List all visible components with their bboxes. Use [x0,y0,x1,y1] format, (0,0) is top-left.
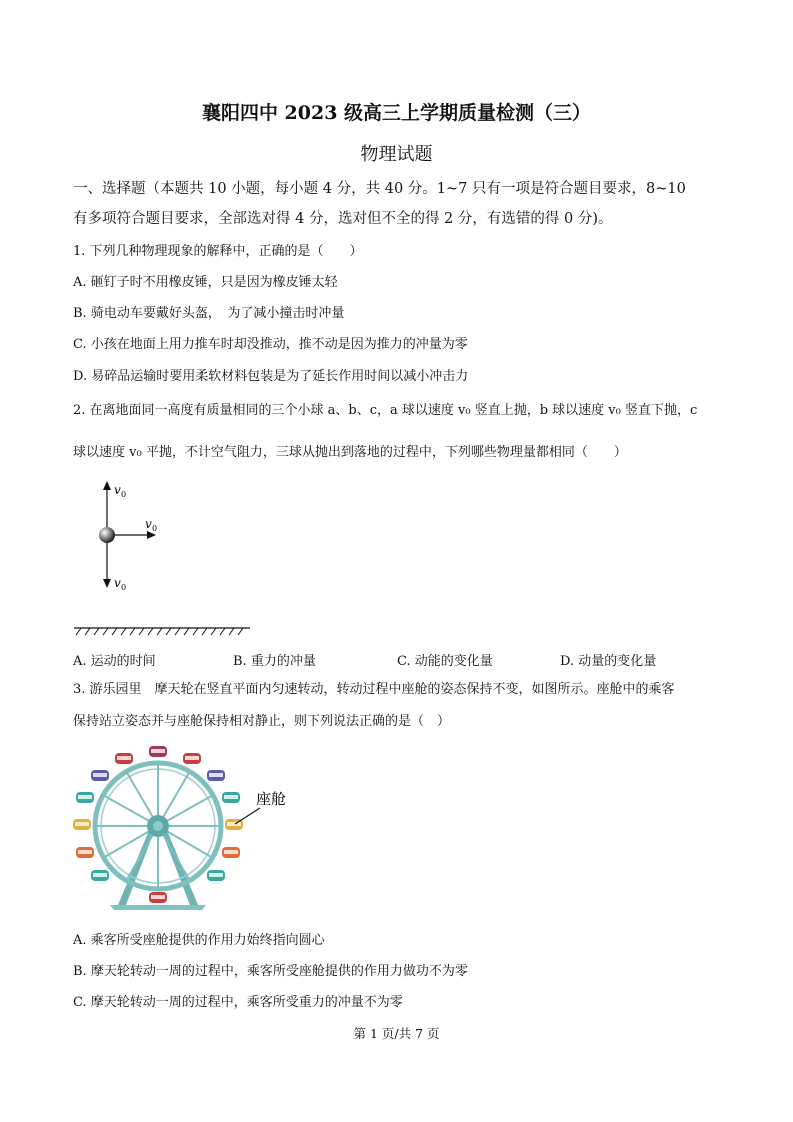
q1-option-a: A. 砸钉子时不用橡皮锤，只是因为橡皮锤太轻 [73,275,338,290]
label-v0-down-sub: 0 [121,583,127,592]
q2-stem-line2: 球以速度 v₀ 平抛，不计空气阻力，三球从抛出到落地的过程中，下列哪些物理量都相同（ ） [73,445,627,460]
q2-option-a: A. 运动的时间 [73,654,156,669]
label-v0-up: v [114,483,121,497]
exam-subtitle: 物理试题 [360,144,433,165]
label-v0-right: v [145,517,152,531]
ferris-wheel-figure [70,740,310,915]
q2-option-d: D. 动量的变化量 [560,654,657,669]
cabin-label: 座舱 [256,790,287,808]
label-v0-up-sub: 0 [121,490,127,499]
q3-option-a: A. 乘客所受座舱提供的作用力始终指向圆心 [73,933,325,948]
q1-option-d: D. 易碎品运输时要用柔软材料包装是为了延长作用时间以减小冲击力 [73,369,469,384]
q1-option-c: C. 小孩在地面上用力推车时却没推动，推不动是因为推力的冲量为零 [73,337,468,352]
label-v0-right-sub: 0 [152,524,158,533]
page-footer: 第 1 页/共 7 页 [353,1026,440,1041]
q1-option-b: B. 骑电动车要戴好头盔， 为了减小撞击时冲量 [73,306,345,321]
q1-stem: 1. 下列几种物理现象的解释中，正确的是（ ） [73,244,363,259]
q3-stem-line1: 3. 游乐园里 摩天轮在竖直平面内匀速转动，转动过程中座舱的姿态保持不变，如图所示。座舱中的乘客 [73,682,675,697]
q2-velocity-figure [70,475,260,640]
q3-stem-line2: 保持站立姿态并与座舱保持相对静止，则下列说法正确的是（ ） [73,714,451,729]
ground-line [74,628,250,635]
q2-option-b: B. 重力的冲量 [233,654,316,669]
label-v0-down: v [114,576,121,590]
q2-stem-line1: 2. 在离地面同一高度有质量相同的三个小球 a、b、c，a 球以速度 v₀ 竖直上抛，b 球以速度 v₀ 竖直下抛，c [73,403,698,418]
q3-option-b: B. 摩天轮转动一周的过程中，乘客所受座舱提供的作用力做功不为零 [73,964,468,979]
exam-title: 襄阳四中 2023 级高三上学期质量检测（三） [201,102,592,124]
q3-option-c: C. 摩天轮转动一周的过程中，乘客所受重力的冲量不为零 [73,995,403,1010]
ball-icon [99,527,115,543]
section-instructions-line2: 有多项符合题目要求，全部选对得 4 分，选对但不全的得 2 分，有选错的得 0 分)。 [73,211,613,227]
section-instructions-line1: 一、选择题（本题共 10 小题，每小题 4 分，共 40 分。1~7 只有一项是符合题目要求，8~10 [73,181,686,197]
q2-option-c: C. 动能的变化量 [397,654,493,669]
